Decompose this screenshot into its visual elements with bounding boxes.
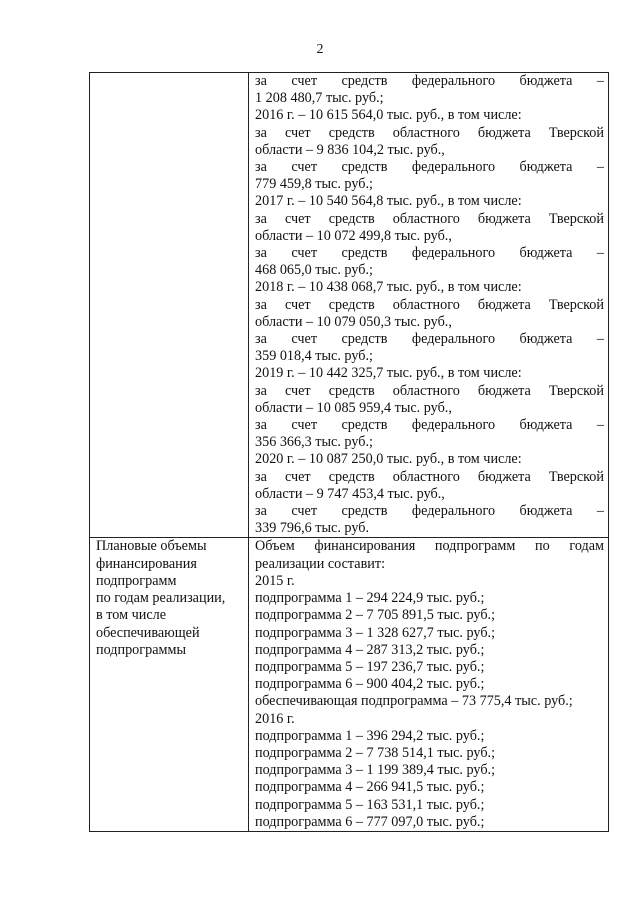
text-line: подпрограмма 5 – 163 531,1 тыс. руб.;: [255, 796, 485, 813]
text-line: за счет средств федерального бюджета –: [255, 73, 604, 89]
text-line: за счет средств федерального бюджета –: [255, 417, 604, 434]
row2-label-cell: [90, 538, 249, 831]
text-line: 468 065,0 тыс. руб.;: [255, 262, 373, 279]
text-line: подпрограмма 1 – 294 224,9 тыс. руб.;: [255, 590, 485, 607]
text-line: подпрограмма 4 – 287 313,2 тыс. руб.;: [255, 641, 485, 658]
text-line: Объем финансирования подпрограмм по годам: [255, 538, 604, 555]
text-line: 2016 г. – 10 615 564,0 тыс. руб., в том числе:: [255, 107, 522, 124]
text-line: за счет средств федерального бюджета –: [255, 245, 604, 262]
text-line: области – 10 072 499,8 тыс. руб.,: [255, 227, 452, 244]
row1-label-cell: [90, 73, 249, 538]
text-line: подпрограмма 5 – 197 236,7 тыс. руб.;: [255, 658, 485, 675]
text-line: 2018 г. – 10 438 068,7 тыс. руб., в том числе:: [255, 279, 522, 296]
text-line: 2019 г. – 10 442 325,7 тыс. руб., в том числе:: [255, 365, 522, 382]
text-line: за счет средств областного бюджета Тверской: [255, 124, 604, 141]
text-line: подпрограмма 3 – 1 328 627,7 тыс. руб.;: [255, 624, 496, 641]
label-line: обеспечивающей: [96, 624, 200, 641]
text-line: 2020 г. – 10 087 250,0 тыс. руб., в том числе:: [255, 451, 522, 468]
table-row: [90, 538, 609, 831]
text-line: за счет средств областного бюджета Тверской: [255, 210, 604, 227]
label-line: в том числе: [96, 607, 167, 624]
text-line: подпрограмма 6 – 777 097,0 тыс. руб.;: [255, 813, 485, 830]
text-line: 1 208 480,7 тыс. руб.;: [255, 90, 384, 107]
text-line: подпрограмма 4 – 266 941,5 тыс. руб.;: [255, 779, 485, 796]
text-line: за счет средств федерального бюджета –: [255, 503, 604, 520]
text-line: реализации составит:: [255, 555, 386, 572]
text-line: подпрограмма 1 – 396 294,2 тыс. руб.;: [255, 727, 485, 744]
text-line: области – 10 085 959,4 тыс. руб.,: [255, 399, 452, 416]
text-line: 2015 г.: [255, 572, 295, 589]
text-line: подпрограмма 2 – 7 738 514,1 тыс. руб.;: [255, 744, 496, 761]
label-line: подпрограмм: [96, 572, 177, 589]
text-line: обеспечивающая подпрограмма – 73 775,4 тыс. руб.;: [255, 693, 573, 710]
text-line: подпрограмма 6 – 900 404,2 тыс. руб.;: [255, 676, 485, 693]
text-line: подпрограмма 2 – 7 705 891,5 тыс. руб.;: [255, 607, 496, 624]
text-line: 2016 г.: [255, 710, 295, 727]
text-line: за счет средств областного бюджета Тверской: [255, 468, 604, 485]
text-line: 339 796,6 тыс. руб.: [255, 520, 369, 537]
text-line: 2017 г. – 10 540 564,8 тыс. руб., в том числе:: [255, 193, 522, 210]
text-line: 359 018,4 тыс. руб.;: [255, 348, 373, 365]
label-line: подпрограммы: [96, 641, 186, 658]
label-line: финансирования: [96, 555, 197, 572]
text-line: за счет средств федерального бюджета –: [255, 159, 604, 176]
text-line: области – 10 079 050,3 тыс. руб.,: [255, 313, 452, 330]
text-line: области – 9 836 104,2 тыс. руб.,: [255, 141, 445, 158]
table-row: [90, 73, 609, 538]
label-line: Плановые объемы: [96, 538, 207, 555]
row1-content-cell: [249, 73, 609, 538]
text-line: 779 459,8 тыс. руб.;: [255, 176, 373, 193]
text-line: за счет средств федерального бюджета –: [255, 331, 604, 348]
text-line: за счет средств областного бюджета Тверской: [255, 296, 604, 313]
financing-table: [89, 72, 609, 832]
row2-content-cell: [249, 538, 609, 831]
text-line: области – 9 747 453,4 тыс. руб.,: [255, 485, 445, 502]
text-line: за счет средств областного бюджета Тверской: [255, 382, 604, 399]
page-number: 2: [316, 42, 324, 57]
text-line: 356 366,3 тыс. руб.;: [255, 434, 373, 451]
text-line: подпрограмма 3 – 1 199 389,4 тыс. руб.;: [255, 762, 496, 779]
label-line: по годам реализации,: [96, 590, 226, 607]
